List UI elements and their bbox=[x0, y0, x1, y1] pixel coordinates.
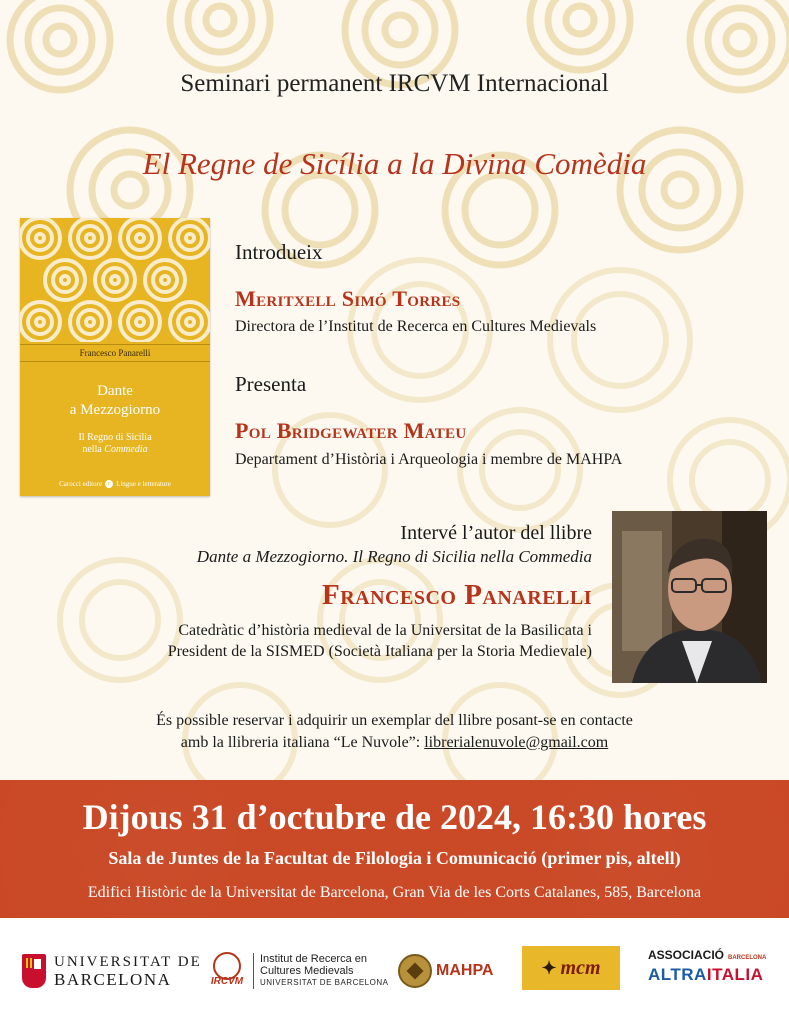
presentation-name: Pol Bridgewater Mateu bbox=[235, 418, 467, 443]
altraitalia-logo bbox=[648, 948, 766, 994]
altraitalia-italia: ITALIA bbox=[706, 965, 764, 984]
reservation-info bbox=[0, 710, 789, 754]
ircvm-logo-line3: UNIVERSITAT DE BARCELONA bbox=[260, 978, 389, 987]
event-venue: Sala de Juntes de la Facultat de Filologia i Comunicació (primer pis, altell) bbox=[108, 848, 681, 868]
presentation-role: Departament d’Història i Arqueologia i membre de MAHPA bbox=[235, 451, 623, 468]
universitat-barcelona-logo bbox=[22, 948, 202, 994]
reservation-line2-prefix: amb la llibreria italiana “Le Nuvole”: bbox=[180, 734, 425, 751]
mahpa-seal-icon bbox=[398, 954, 432, 988]
altraitalia-city: BARCELONA bbox=[728, 955, 767, 961]
ircvm-logo-line2: Cultures Medievals bbox=[260, 965, 354, 977]
author-name: Francesco Panarelli bbox=[322, 579, 592, 611]
altraitalia-line2 bbox=[648, 965, 763, 985]
ub-shield-icon bbox=[22, 954, 46, 988]
book-cover-subtitle-line2 bbox=[20, 444, 210, 456]
book-cover-author: Francesco Panarelli bbox=[20, 344, 210, 362]
reservation-line2 bbox=[0, 732, 789, 754]
book-cover bbox=[20, 218, 210, 496]
altraitalia-altra: ALTRA bbox=[648, 965, 707, 984]
introduction-label: Introdueix bbox=[235, 240, 323, 264]
event-date: Dijous 31 d’octubre de 2024, 16:30 hores bbox=[82, 797, 707, 837]
author-label: Intervé l’autor del llibre bbox=[400, 522, 592, 544]
author-block bbox=[30, 520, 592, 662]
ircvm-mark-text: IRCVM bbox=[210, 976, 244, 987]
author-photo bbox=[612, 511, 767, 683]
seminar-title: Seminari permanent IRCVM Internacional bbox=[180, 70, 609, 97]
book-cover-pattern bbox=[20, 218, 210, 342]
event-title: El Regne de Sicília a la Divina Comèdia bbox=[142, 146, 647, 181]
introduction-role: Directora de l’Institut de Recerca en Cultures Medievals bbox=[235, 318, 597, 335]
presentation-label: Presenta bbox=[235, 372, 307, 396]
ub-logo-text bbox=[54, 953, 202, 989]
publisher-logo-icon: c bbox=[105, 480, 113, 488]
book-cover-title-line1: Dante bbox=[97, 383, 133, 399]
book-cover-publisher: Carocci editore bbox=[59, 480, 103, 488]
mahpa-logo bbox=[398, 948, 493, 994]
author-role-line1: Catedràtic d’història medieval de la Universitat de la Basilicata i bbox=[178, 622, 592, 639]
book-cover-subtitle bbox=[20, 432, 210, 456]
author-role-line2: President de la SISMED (Società Italiana per la Storia Medievale) bbox=[167, 643, 592, 660]
book-cover-series: Lingue e letterature bbox=[116, 480, 171, 488]
event-address: Edifici Històric de la Universitat de Barcelona, Gran Via de les Corts Catalanes, 585, Barcelona bbox=[87, 884, 702, 901]
event-details-band bbox=[0, 780, 789, 918]
reservation-line1: És possible reservar i adquirir un exemplar del llibre posant-se en contacte bbox=[156, 712, 633, 729]
altraitalia-association: ASSOCIACIÓ bbox=[648, 948, 725, 962]
mcm-logo bbox=[522, 946, 620, 990]
book-cover-title bbox=[20, 382, 210, 420]
mcm-logo-text: mcm bbox=[560, 956, 601, 979]
ub-logo-line2: BARCELONA bbox=[54, 970, 172, 989]
ub-logo-line1: UNIVERSITAT DE bbox=[54, 954, 202, 970]
book-cover-footer bbox=[20, 480, 210, 488]
book-cover-title-line2: a Mezzogiorno bbox=[69, 402, 161, 418]
book-cover-subtitle-prefix: nella bbox=[82, 444, 102, 455]
author-book-title: Dante a Mezzogiorno. Il Regno di Sicilia nella Commedia bbox=[196, 547, 592, 566]
ircvm-logo-text bbox=[253, 953, 388, 989]
introduction-name: Meritxell Simó Torres bbox=[235, 286, 461, 311]
mcm-bird-icon: ✦ bbox=[541, 957, 557, 978]
book-cover-subtitle-line1: Il Regno di Sicilia bbox=[78, 432, 152, 443]
mahpa-logo-text: MAHPA bbox=[436, 962, 494, 979]
author-role bbox=[30, 620, 592, 662]
sponsor-logos bbox=[0, 918, 789, 1024]
book-cover-subtitle-italic: Commedia bbox=[104, 444, 148, 455]
ircvm-logo-line1: Institut de Recerca en bbox=[260, 953, 368, 965]
ircvm-logo bbox=[205, 948, 388, 994]
ircvm-mark-icon bbox=[205, 950, 247, 992]
altraitalia-line1 bbox=[648, 948, 766, 965]
bookshop-email-link[interactable]: librerialenuvole@gmail.com bbox=[424, 734, 609, 751]
